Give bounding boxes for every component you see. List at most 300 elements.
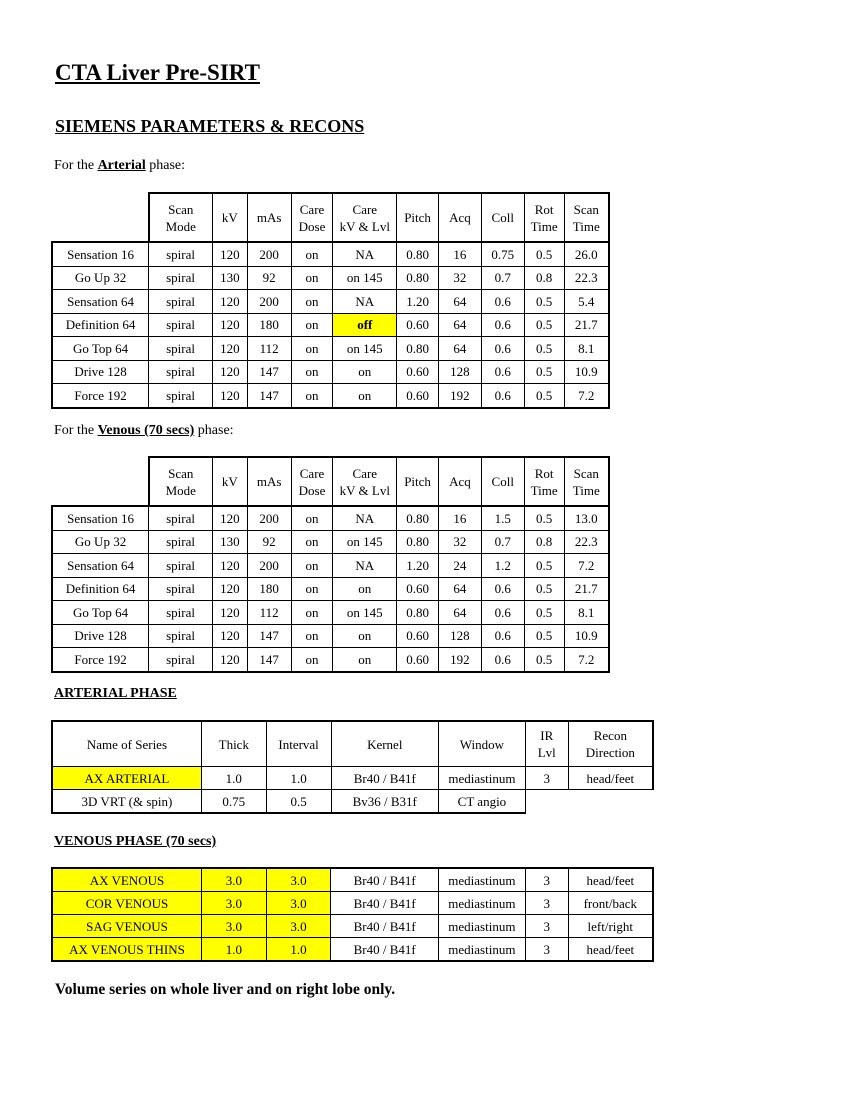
header-line: kV [221, 474, 238, 489]
column-header [212, 193, 247, 242]
table-cell: on [291, 601, 333, 625]
header-line: Mode [165, 218, 196, 234]
table-cell: 64 [439, 313, 482, 337]
table-cell: 0.7 [481, 266, 524, 290]
table-cell: 0.60 [397, 313, 439, 337]
table-row [52, 242, 609, 266]
blank-corner [52, 193, 149, 242]
table-cell: on [291, 554, 333, 578]
table-cell: 0.60 [397, 624, 439, 648]
scanner-name: Definition 64 [52, 313, 149, 337]
header-line: kV & Lvl [339, 482, 390, 498]
table-cell: 7.2 [564, 554, 609, 578]
table-cell: head/feet [568, 868, 653, 892]
table-cell: 120 [212, 506, 247, 530]
table-cell: 22.3 [564, 266, 609, 290]
table-cell: 180 [247, 577, 291, 601]
table-cell: on [333, 384, 397, 408]
table-cell: 130 [212, 266, 247, 290]
table-cell: 0.6 [481, 384, 524, 408]
column-header [247, 457, 291, 506]
column-header [333, 193, 397, 242]
venous-recon-heading: VENOUS PHASE (70 secs) [54, 834, 217, 849]
table-cell: 92 [247, 266, 291, 290]
header-line: Time [530, 482, 558, 498]
table-cell: spiral [149, 384, 213, 408]
table-cell: on [333, 360, 397, 384]
arterial-recon-table [51, 720, 654, 814]
header-line: Thick [218, 736, 249, 752]
table-cell: 0.6 [481, 601, 524, 625]
intro-pre: For the [54, 158, 98, 173]
table-cell: 0.75 [201, 790, 266, 814]
header-line: Name of Series [86, 736, 168, 752]
scanner-name: Sensation 64 [52, 554, 149, 578]
table-cell: on 145 [333, 601, 397, 625]
column-header [439, 457, 482, 506]
scanner-name: Go Top 64 [52, 337, 149, 361]
table-cell: 21.7 [564, 577, 609, 601]
table-cell: 7.2 [564, 384, 609, 408]
table-cell: NA [333, 242, 397, 266]
table-cell: spiral [149, 337, 213, 361]
table-cell: 0.5 [524, 577, 564, 601]
table-cell: 192 [439, 648, 482, 672]
header-line: Time [572, 482, 600, 498]
table-row [52, 313, 609, 337]
table-cell: Br40 / B41f [331, 767, 439, 790]
column-header [149, 457, 213, 506]
table-cell: 0.80 [397, 242, 439, 266]
table-cell: 10.9 [564, 360, 609, 384]
blank-corner [52, 457, 149, 506]
table-cell: 0.5 [524, 648, 564, 672]
table-cell: 1.20 [397, 290, 439, 314]
table-cell: on [291, 337, 333, 361]
table-cell: 0.6 [481, 577, 524, 601]
table-cell: 200 [247, 506, 291, 530]
empty-cell [525, 790, 568, 814]
header-row [52, 721, 653, 767]
table-cell: 147 [247, 648, 291, 672]
header-line: Rot [534, 465, 554, 481]
table-cell: spiral [149, 624, 213, 648]
table-row [52, 577, 609, 601]
table-cell: on [333, 624, 397, 648]
table-row [52, 624, 609, 648]
scanner-name: Drive 128 [52, 360, 149, 384]
header-line: IR [540, 728, 554, 743]
header-line: Dose [298, 482, 326, 498]
table-cell: 147 [247, 384, 291, 408]
table-cell: 0.60 [397, 648, 439, 672]
header-line: Acq [449, 210, 471, 225]
table-cell: Bv36 / B31f [331, 790, 439, 814]
series-name: AX VENOUS THINS [52, 938, 201, 962]
header-line: kV & Lvl [339, 218, 390, 234]
table-cell: 1.0 [266, 938, 331, 962]
table-cell: 0.60 [397, 360, 439, 384]
table-row [52, 506, 609, 530]
table-cell: 1.5 [481, 506, 524, 530]
table-cell: 3 [525, 915, 568, 938]
arterial-scan-table [51, 192, 610, 409]
header-line: Pitch [404, 474, 431, 489]
arterial-intro [54, 158, 185, 174]
table-cell: on [333, 648, 397, 672]
table-cell: 0.80 [397, 337, 439, 361]
arterial-recon-heading: ARTERIAL PHASE [54, 686, 177, 701]
table-cell: 128 [439, 360, 482, 384]
table-cell: 112 [247, 337, 291, 361]
table-cell: 32 [439, 266, 482, 290]
table-cell: 200 [247, 242, 291, 266]
table-cell: spiral [149, 530, 213, 554]
header-line: Scan [168, 201, 194, 217]
table-cell: 0.6 [481, 648, 524, 672]
table-cell: 120 [212, 313, 247, 337]
table-cell: on 145 [333, 266, 397, 290]
series-name: AX ARTERIAL [52, 767, 201, 790]
table-cell: 13.0 [564, 506, 609, 530]
table-cell: spiral [149, 266, 213, 290]
table-cell: 1.20 [397, 554, 439, 578]
table-row [52, 290, 609, 314]
header-line: Window [459, 736, 505, 752]
table-cell: 0.6 [481, 624, 524, 648]
table-cell: off [333, 313, 397, 337]
column-header [266, 721, 331, 767]
table-row [52, 892, 653, 915]
column-header [525, 721, 568, 767]
table-cell: 8.1 [564, 337, 609, 361]
document-title: CTA Liver Pre-SIRT [55, 60, 260, 85]
table-cell: mediastinum [438, 868, 525, 892]
column-header [333, 457, 397, 506]
table-cell: Br40 / B41f [331, 892, 439, 915]
scanner-name: Sensation 16 [52, 242, 149, 266]
header-line: Care [299, 465, 325, 481]
table-cell: 24 [439, 554, 482, 578]
column-header [212, 457, 247, 506]
table-cell: spiral [149, 554, 213, 578]
footer-note: Volume series on whole liver and on right lobe only. [55, 981, 396, 998]
table-row [52, 938, 653, 962]
table-cell: 112 [247, 601, 291, 625]
table-row [52, 648, 609, 672]
table-cell: mediastinum [438, 892, 525, 915]
column-header [247, 193, 291, 242]
intro-pre: For the [54, 423, 98, 438]
table-cell: on [291, 266, 333, 290]
table-cell: 0.5 [524, 601, 564, 625]
table-cell: 5.4 [564, 290, 609, 314]
table-cell: spiral [149, 242, 213, 266]
header-line: Coll [491, 210, 514, 225]
table-cell: mediastinum [438, 938, 525, 962]
header-line: Recon [593, 728, 627, 743]
table-cell: 26.0 [564, 242, 609, 266]
column-header [291, 193, 333, 242]
table-cell: 3.0 [266, 892, 331, 915]
table-cell: on [291, 242, 333, 266]
table-cell: 0.60 [397, 384, 439, 408]
header-line: Kernel [367, 736, 403, 752]
table-cell: left/right [568, 915, 653, 938]
table-cell: Br40 / B41f [331, 938, 439, 962]
venous-recon-table [51, 867, 654, 962]
table-cell: 92 [247, 530, 291, 554]
scanner-name: Force 192 [52, 384, 149, 408]
table-row [52, 915, 653, 938]
table-cell: 192 [439, 384, 482, 408]
table-cell: 120 [212, 242, 247, 266]
series-name: SAG VENOUS [52, 915, 201, 938]
intro-post: phase: [145, 158, 186, 173]
table-cell: 3 [525, 938, 568, 962]
table-cell: 3 [525, 892, 568, 915]
table-cell: 0.5 [524, 624, 564, 648]
column-header [564, 193, 609, 242]
header-line: Care [352, 465, 378, 481]
header-line: Care [299, 201, 325, 217]
table-cell: 1.0 [266, 767, 331, 790]
header-line: mAs [256, 474, 282, 489]
table-cell: on [291, 384, 333, 408]
header-line: Interval [278, 736, 319, 752]
table-cell: on [291, 624, 333, 648]
table-row [52, 554, 609, 578]
table-row [52, 530, 609, 554]
table-cell: 0.6 [481, 290, 524, 314]
table-cell: on [291, 648, 333, 672]
table-cell: NA [333, 554, 397, 578]
table-cell: 0.80 [397, 506, 439, 530]
scanner-name: Sensation 64 [52, 290, 149, 314]
table-cell: 120 [212, 601, 247, 625]
table-cell: 120 [212, 624, 247, 648]
table-cell: 3.0 [201, 868, 266, 892]
table-cell: 200 [247, 554, 291, 578]
header-line: Care [352, 201, 378, 217]
table-cell: 200 [247, 290, 291, 314]
intro-phase-name: Arterial [97, 158, 146, 173]
table-cell: 10.9 [564, 624, 609, 648]
table-cell: 120 [212, 360, 247, 384]
header-line: Scan [573, 201, 599, 217]
table-cell: spiral [149, 313, 213, 337]
table-cell: 147 [247, 624, 291, 648]
table-cell: 120 [212, 337, 247, 361]
series-name: AX VENOUS [52, 868, 201, 892]
table-cell: 0.5 [524, 506, 564, 530]
table-cell: 120 [212, 554, 247, 578]
table-cell: 0.80 [397, 601, 439, 625]
header-line: Time [530, 218, 558, 234]
table-cell: 0.6 [481, 360, 524, 384]
table-cell: 120 [212, 290, 247, 314]
section-heading: SIEMENS PARAMETERS & RECONS [55, 116, 365, 136]
table-cell: on 145 [333, 337, 397, 361]
column-header [564, 457, 609, 506]
series-name: 3D VRT (& spin) [52, 790, 201, 814]
table-row [52, 790, 653, 814]
table-cell: 0.6 [481, 313, 524, 337]
header-line: Acq [449, 474, 471, 489]
table-row [52, 266, 609, 290]
table-row [52, 360, 609, 384]
table-cell: 0.80 [397, 530, 439, 554]
table-cell: 3 [525, 868, 568, 892]
scanner-name: Definition 64 [52, 577, 149, 601]
table-cell: 0.7 [481, 530, 524, 554]
scanner-name: Go Up 32 [52, 266, 149, 290]
table-cell: on 145 [333, 530, 397, 554]
table-cell: NA [333, 290, 397, 314]
column-header [439, 193, 482, 242]
header-line: Coll [491, 474, 514, 489]
table-cell: 120 [212, 648, 247, 672]
table-cell: 0.5 [524, 290, 564, 314]
table-cell: 16 [439, 506, 482, 530]
table-cell: mediastinum [438, 915, 525, 938]
column-header [481, 193, 524, 242]
table-cell: 0.5 [524, 313, 564, 337]
table-cell: 64 [439, 577, 482, 601]
header-line: Time [572, 218, 600, 234]
table-row [52, 601, 609, 625]
header-row [52, 193, 609, 242]
table-cell: 0.5 [266, 790, 331, 814]
table-cell: on [291, 577, 333, 601]
table-cell: 130 [212, 530, 247, 554]
table-cell: 0.75 [481, 242, 524, 266]
table-cell: 0.5 [524, 384, 564, 408]
table-cell: Br40 / B41f [331, 868, 439, 892]
column-header [439, 721, 526, 767]
table-row [52, 767, 653, 790]
table-cell: 0.80 [397, 266, 439, 290]
table-cell: 1.0 [201, 938, 266, 962]
table-cell: head/feet [568, 767, 653, 790]
table-cell: 22.3 [564, 530, 609, 554]
column-header [291, 457, 333, 506]
table-cell: on [333, 577, 397, 601]
header-line: Mode [165, 482, 196, 498]
table-cell: 21.7 [564, 313, 609, 337]
table-cell: spiral [149, 290, 213, 314]
table-cell: on [291, 360, 333, 384]
header-line: Rot [534, 201, 554, 217]
column-header [52, 721, 201, 767]
venous-intro [54, 423, 234, 439]
table-cell: NA [333, 506, 397, 530]
table-cell: 0.5 [524, 360, 564, 384]
table-cell: head/feet [568, 938, 653, 962]
column-header [397, 193, 439, 242]
header-row [52, 457, 609, 506]
scanner-name: Sensation 16 [52, 506, 149, 530]
table-cell: on [291, 313, 333, 337]
table-cell: 1.2 [481, 554, 524, 578]
table-cell: 0.5 [524, 554, 564, 578]
scanner-name: Go Up 32 [52, 530, 149, 554]
table-cell: 16 [439, 242, 482, 266]
column-header [331, 721, 439, 767]
header-line: Lvl [537, 745, 556, 760]
table-row [52, 384, 609, 408]
column-header [149, 193, 213, 242]
table-cell: 128 [439, 624, 482, 648]
header-line: Scan [168, 465, 194, 481]
table-cell: spiral [149, 360, 213, 384]
empty-cell [568, 790, 653, 814]
table-cell: spiral [149, 601, 213, 625]
column-header [524, 193, 564, 242]
table-cell: on [291, 530, 333, 554]
table-row [52, 868, 653, 892]
header-line: Direction [585, 745, 635, 760]
header-line: mAs [256, 210, 282, 225]
column-header [201, 721, 266, 767]
table-cell: 64 [439, 601, 482, 625]
table-cell: 1.0 [201, 767, 266, 790]
intro-phase-name: Venous (70 secs) [97, 423, 195, 438]
table-cell: 0.6 [481, 337, 524, 361]
table-cell: 0.5 [524, 242, 564, 266]
table-cell: 0.8 [524, 266, 564, 290]
scanner-name: Go Top 64 [52, 601, 149, 625]
table-cell: 0.8 [524, 530, 564, 554]
header-line: Pitch [404, 210, 431, 225]
series-name: COR VENOUS [52, 892, 201, 915]
table-cell: spiral [149, 577, 213, 601]
column-header [568, 721, 653, 767]
table-cell: spiral [149, 648, 213, 672]
header-line: kV [221, 210, 238, 225]
table-cell: CT angio [439, 790, 526, 814]
table-cell: on [291, 290, 333, 314]
table-cell: 0.5 [524, 337, 564, 361]
column-header [481, 457, 524, 506]
table-cell: on [291, 506, 333, 530]
scanner-name: Drive 128 [52, 624, 149, 648]
column-header [524, 457, 564, 506]
table-cell: 120 [212, 384, 247, 408]
table-cell: 3.0 [266, 868, 331, 892]
table-cell: 3.0 [201, 915, 266, 938]
table-cell: 3.0 [201, 892, 266, 915]
table-cell: 64 [439, 290, 482, 314]
table-cell: 120 [212, 577, 247, 601]
header-line: Scan [573, 465, 599, 481]
venous-scan-table [51, 456, 610, 673]
header-line: Dose [298, 218, 326, 234]
table-cell: Br40 / B41f [331, 915, 439, 938]
table-cell: 7.2 [564, 648, 609, 672]
table-cell: 3 [525, 767, 568, 790]
table-cell: 8.1 [564, 601, 609, 625]
table-cell: 147 [247, 360, 291, 384]
table-row [52, 337, 609, 361]
scanner-name: Force 192 [52, 648, 149, 672]
table-cell: spiral [149, 506, 213, 530]
column-header [397, 457, 439, 506]
table-cell: 0.60 [397, 577, 439, 601]
table-cell: front/back [568, 892, 653, 915]
table-cell: 64 [439, 337, 482, 361]
table-cell: 180 [247, 313, 291, 337]
